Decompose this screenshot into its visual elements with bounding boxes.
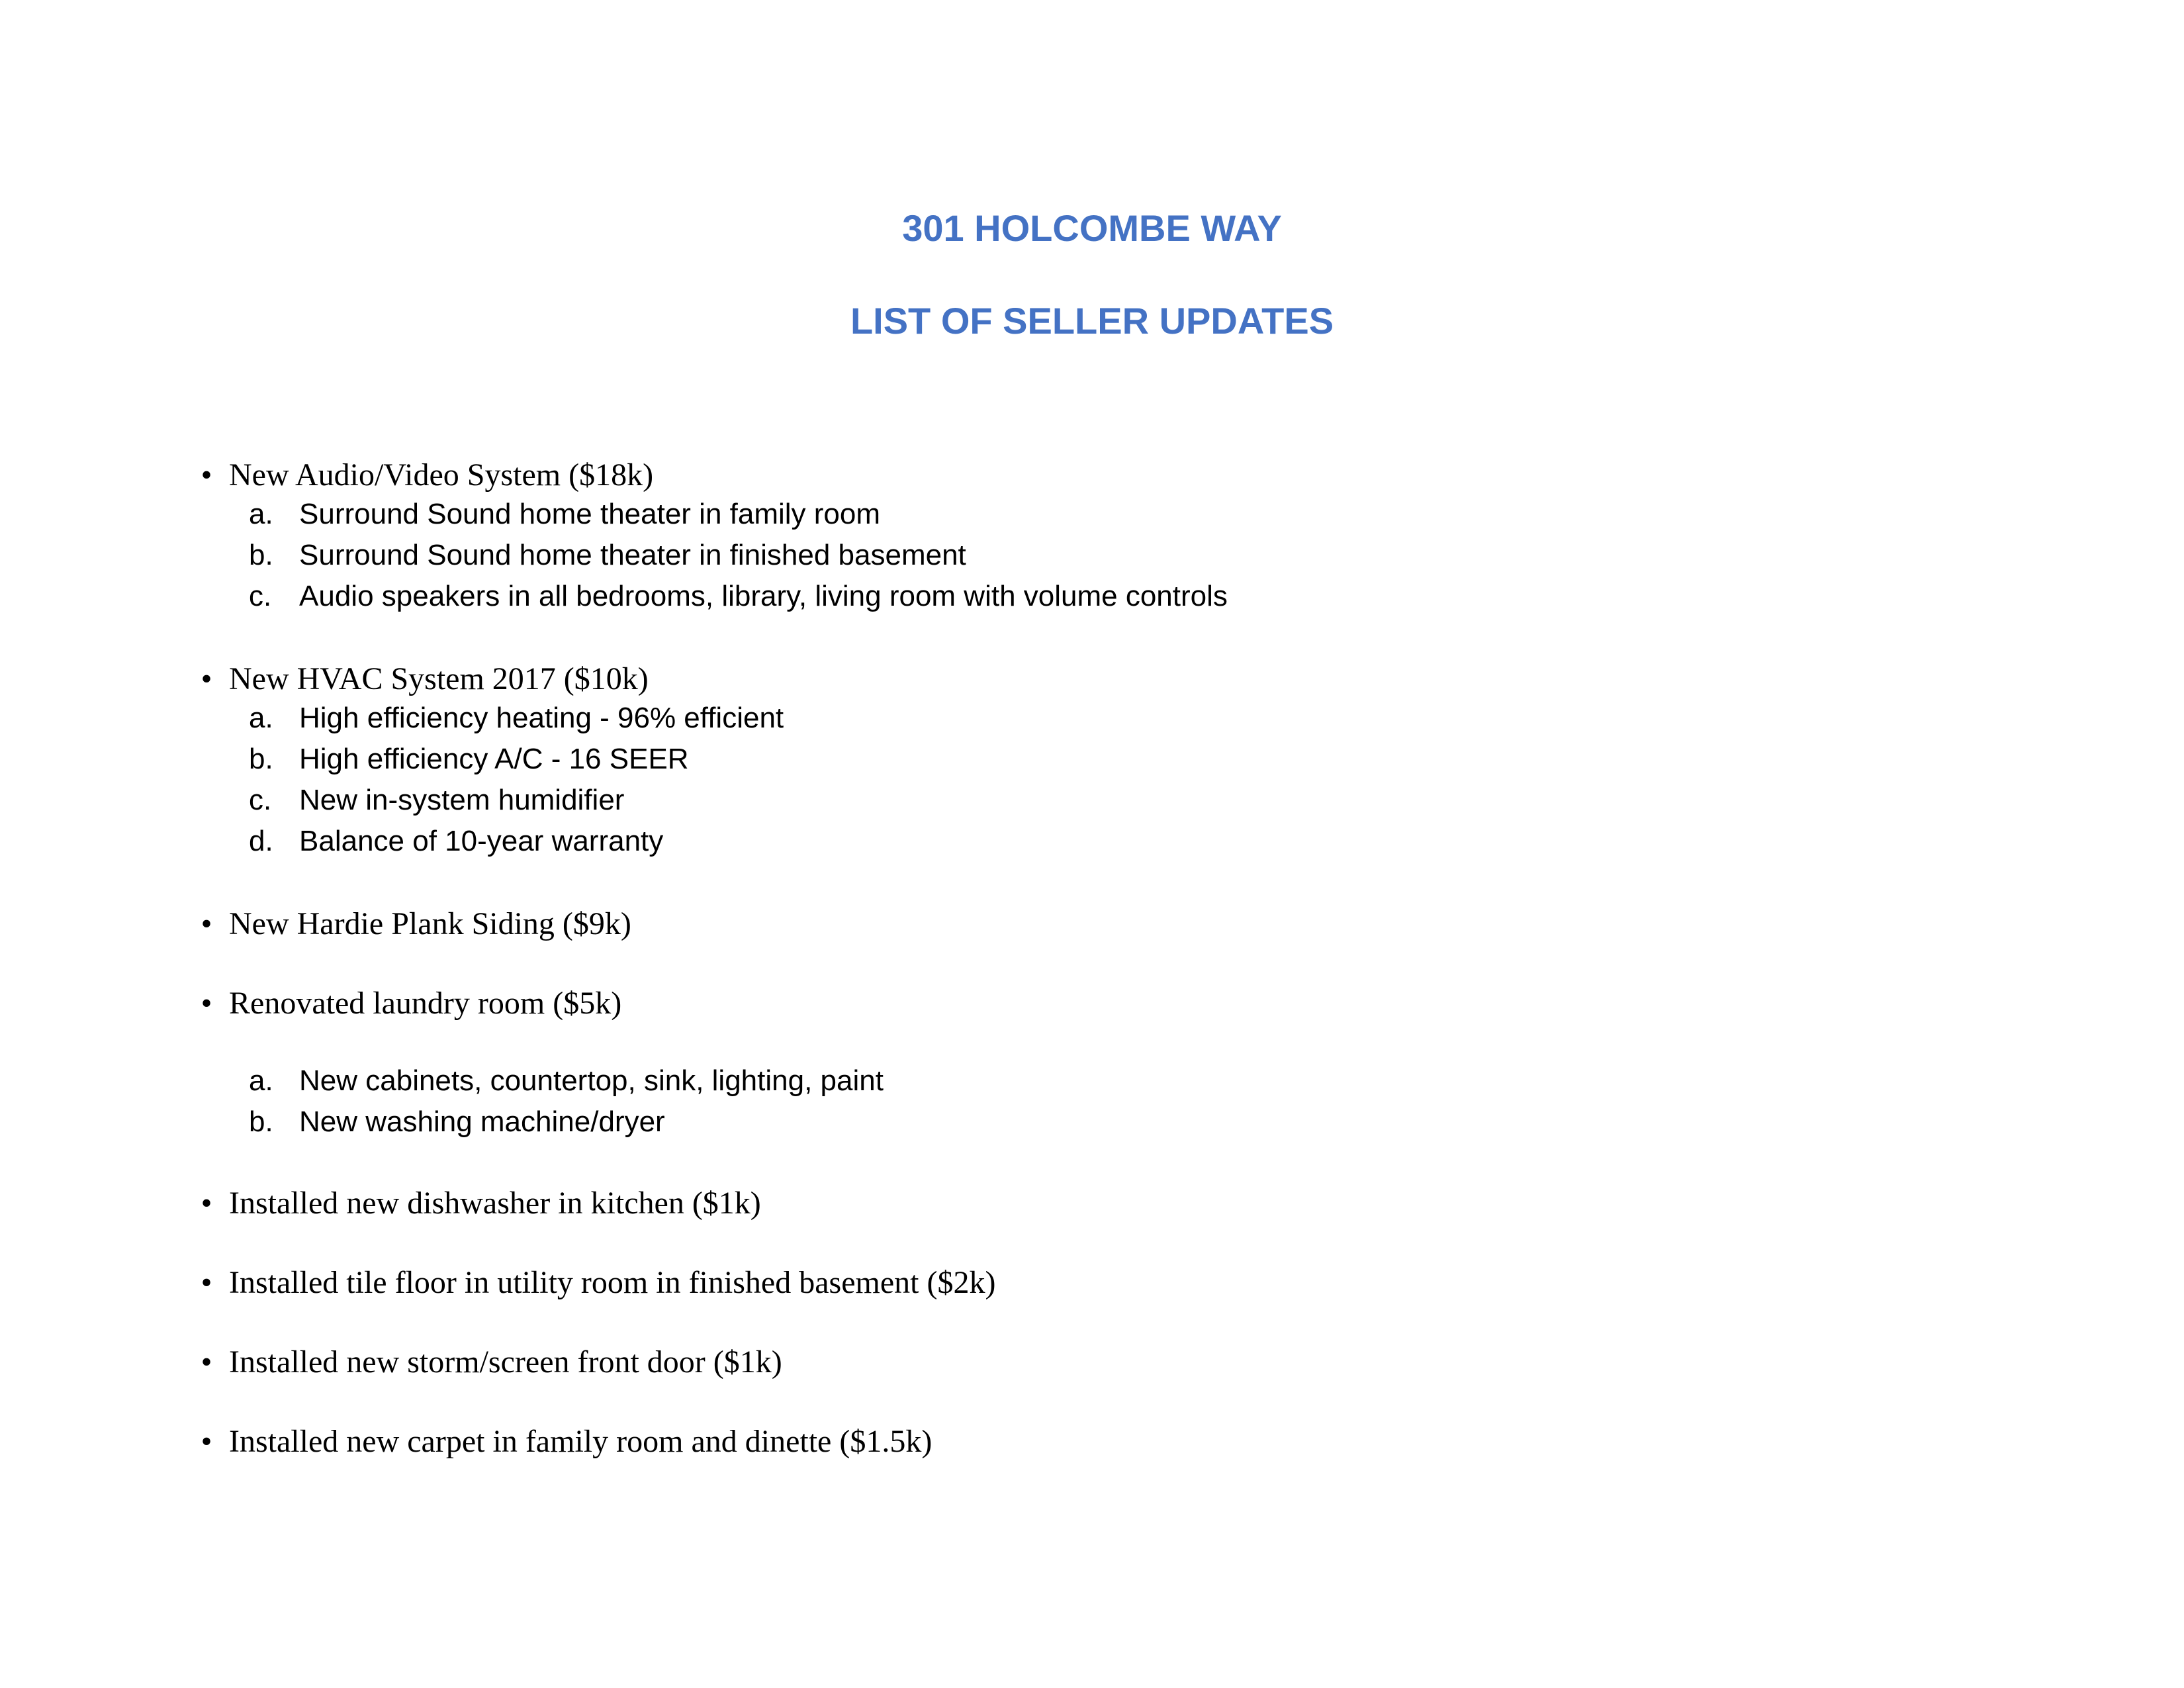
update-item-text: New HVAC System 2017 ($10k) [229,661,649,696]
sub-item [249,580,1228,613]
bullet-icon: • [201,1186,212,1221]
bullet-icon: • [201,1344,212,1380]
sub-item-marker: b. [249,539,273,571]
sub-item-marker: a. [249,498,273,530]
update-item-text: New Hardie Plank Siding ($9k) [229,906,631,941]
update-item [199,661,649,697]
sub-item-marker: c. [249,784,272,816]
update-item [199,1264,995,1301]
update-item-text: Installed tile floor in utility room in finished basement ($2k) [229,1265,996,1300]
update-item-text: Installed new storm/screen front door ($1k) [229,1344,782,1380]
update-item-text: Installed new dishwasher in kitchen ($1k) [229,1186,761,1221]
update-item [199,1344,782,1380]
bullet-icon: • [201,1265,212,1300]
sub-item [249,702,784,735]
sub-item-text: New washing machine/dryer [299,1105,665,1138]
update-item [199,1423,932,1460]
update-item-text: Installed new carpet in family room and dinette ($1.5k) [229,1424,933,1459]
update-item [199,985,621,1021]
sub-item-marker: a. [249,702,273,734]
sub-item-marker: b. [249,1105,273,1138]
sub-item [249,498,880,531]
sub-item-text: High efficiency A/C - 16 SEER [299,743,689,775]
bullet-icon: • [201,986,212,1021]
sub-item-text: High efficiency heating - 96% efficient [299,702,784,734]
update-item [199,906,631,942]
bullet-icon: • [201,906,212,941]
bullet-icon: • [201,661,212,696]
sub-item-text: New cabinets, countertop, sink, lighting, paint [299,1064,884,1097]
sub-item [249,743,689,776]
sub-item [249,784,624,817]
update-item-text: Renovated laundry room ($5k) [229,986,622,1021]
document-subtitle: LIST OF SELLER UPDATES [850,300,1334,342]
bullet-icon: • [201,457,212,492]
sub-item-marker: c. [249,580,272,612]
sub-item-text: Audio speakers in all bedrooms, library, living room with volume controls [299,580,1228,612]
sub-item-text: Surround Sound home theater in finished basement [299,539,966,571]
update-item [199,457,653,493]
sub-item [249,825,663,858]
update-item [199,1185,761,1221]
sub-item-marker: a. [249,1064,273,1097]
sub-item-text: New in-system humidifier [299,784,625,816]
sub-item-marker: d. [249,825,273,857]
update-item-text: New Audio/Video System ($18k) [229,457,654,492]
sub-item [249,1064,884,1098]
sub-item-marker: b. [249,743,273,775]
sub-item [249,1105,665,1139]
sub-item-text: Surround Sound home theater in family room [299,498,881,530]
property-address-title: 301 HOLCOMBE WAY [902,207,1282,249]
sub-item-text: Balance of 10-year warranty [299,825,664,857]
sub-item [249,539,966,572]
bullet-icon: • [201,1424,212,1459]
